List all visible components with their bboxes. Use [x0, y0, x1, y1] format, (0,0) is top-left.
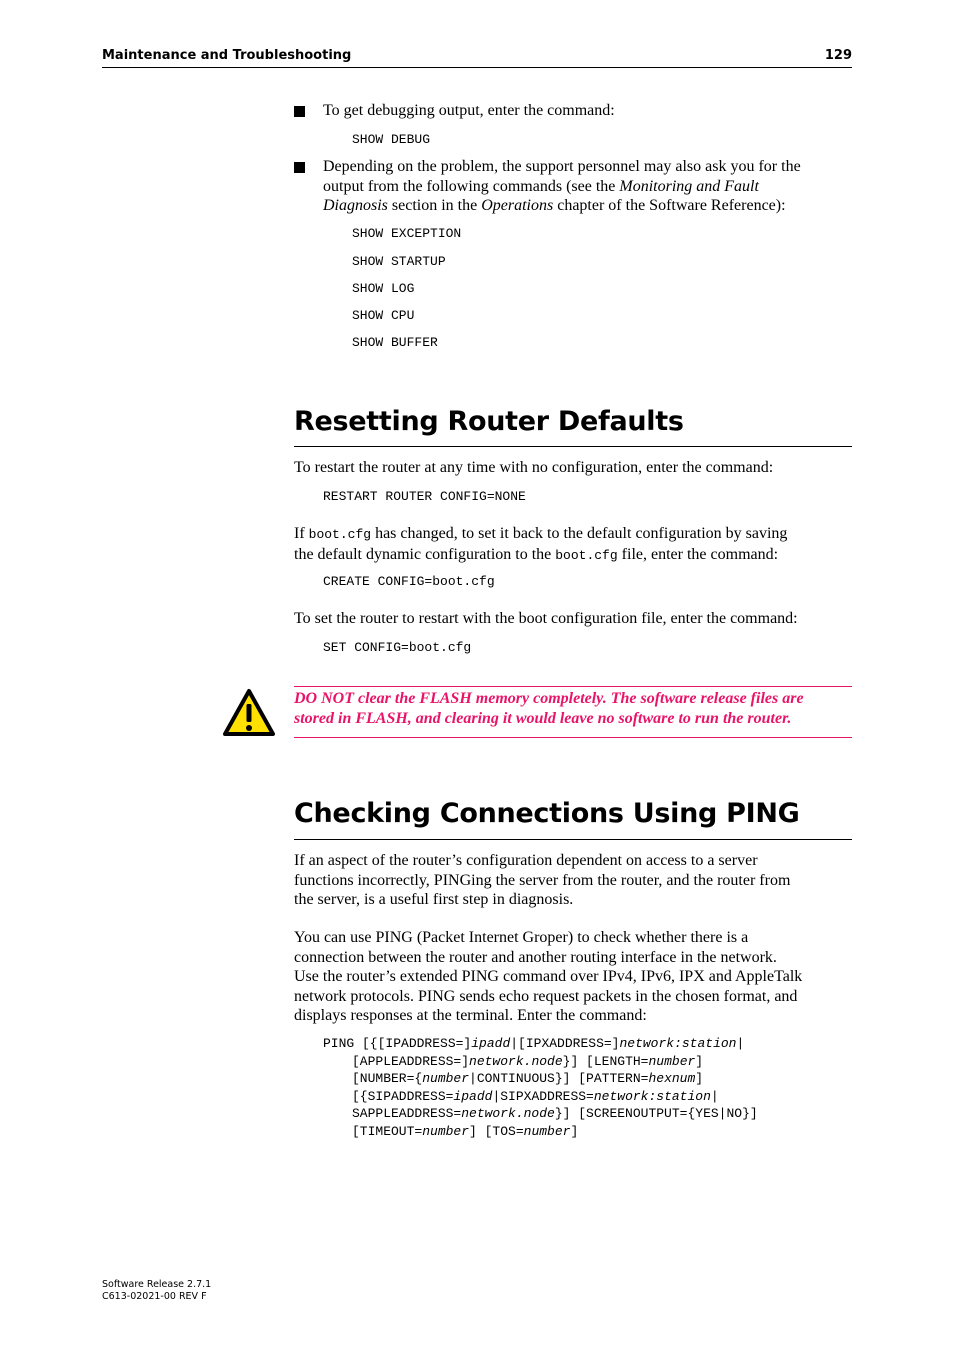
command-set-config: SET CONFIG=boot.cfg	[323, 640, 472, 655]
page-footer	[102, 1279, 211, 1303]
syntax-literal: PING [{[IPADDRESS=]	[323, 1036, 472, 1051]
syntax-line	[323, 1088, 758, 1106]
footer-document-code: C613-02021-00 REV F	[102, 1291, 207, 1302]
syntax-param: network:station	[619, 1036, 737, 1051]
paragraph-line: displays responses at the terminal. Enter the command:	[294, 1007, 647, 1024]
text-span: chapter of the Software Reference):	[553, 197, 786, 214]
syntax-literal: [{SIPADDRESS=	[352, 1088, 454, 1104]
paragraph-line	[294, 524, 854, 545]
ping-command-syntax	[323, 1035, 758, 1140]
bullet-marker	[294, 106, 305, 117]
italic-reference: Monitoring and Fault	[619, 177, 759, 195]
filename: boot.cfg	[308, 527, 372, 542]
syntax-literal: |CONTINUOUS}] [PATTERN=	[469, 1071, 649, 1086]
paragraph-line: Use the router’s extended PING command over IPv4, IPv6, IPX and AppleTalk	[294, 968, 803, 985]
syntax-param: number	[422, 1071, 470, 1086]
syntax-literal: }] [LENGTH=	[562, 1053, 649, 1069]
syntax-literal: SAPPLEADDRESS=	[352, 1106, 462, 1121]
command-create-config: CREATE CONFIG=boot.cfg	[323, 574, 495, 589]
italic-reference: Diagnosis	[323, 197, 388, 214]
syntax-param: number	[523, 1123, 571, 1139]
paragraph-line: network protocols. PING sends echo request packets in the chosen format, and	[294, 987, 798, 1005]
syntax-param: network:station	[593, 1088, 711, 1104]
syntax-literal: |	[736, 1036, 745, 1051]
text-span: If	[294, 525, 309, 542]
warning-line: DO NOT clear the FLASH memory completely. The software release files are	[294, 690, 804, 707]
bullet-marker	[294, 162, 305, 173]
syntax-literal: [TIMEOUT=	[352, 1123, 423, 1139]
heading-checking-connections-ping: Checking Connections Using PING	[294, 798, 800, 829]
paragraph-ping-description	[294, 928, 854, 1026]
warning-rule-bottom	[294, 737, 852, 738]
paragraph-restart: To restart the router at any time with no configuration, enter the command:	[294, 459, 774, 476]
syntax-literal: ]	[570, 1123, 579, 1139]
paragraph-set-config: To set the router to restart with the boot configuration file, enter the command:	[294, 610, 798, 627]
warning-rule-top	[294, 686, 852, 687]
bullet-line	[323, 196, 863, 216]
text-span: the default dynamic configuration to the	[294, 545, 556, 563]
text-span: has changed, to set it back to the default configuration by saving	[371, 525, 788, 542]
bullet-text-support	[323, 157, 863, 216]
syntax-literal: ]	[695, 1053, 704, 1069]
warning-message	[294, 689, 854, 728]
syntax-line	[323, 1035, 758, 1053]
warning-triangle-icon	[222, 688, 276, 738]
running-header-title: Maintenance and Troubleshooting	[102, 48, 352, 63]
paragraph-line: functions incorrectly, PINGing the server from the router, and the router from	[294, 871, 791, 889]
paragraph-line: the server, is a useful first step in diagnosis.	[294, 891, 574, 908]
paragraph-line	[294, 545, 854, 566]
syntax-line	[323, 1053, 758, 1071]
paragraph-boot-cfg	[294, 524, 854, 565]
command-show-cpu: SHOW CPU	[352, 308, 415, 323]
command-show-debug: SHOW DEBUG	[352, 132, 431, 147]
paragraph-line: connection between the router and another routing interface in the network.	[294, 948, 777, 966]
syntax-line	[323, 1105, 758, 1123]
command-restart-router: RESTART ROUTER CONFIG=NONE	[323, 489, 526, 504]
heading-resetting-router-defaults: Resetting Router Defaults	[294, 406, 684, 437]
header-rule	[102, 67, 852, 68]
command-show-startup: SHOW STARTUP	[352, 254, 446, 269]
syntax-param: number	[648, 1053, 696, 1069]
syntax-param: network.node	[461, 1106, 555, 1121]
syntax-literal: [APPLEADDRESS=]	[352, 1053, 470, 1069]
syntax-literal: |[IPXADDRESS=]	[510, 1036, 620, 1051]
footer-release: Software Release 2.7.1	[102, 1279, 212, 1290]
command-show-buffer: SHOW BUFFER	[352, 335, 438, 350]
bullet-line	[323, 177, 863, 197]
syntax-param: number	[422, 1123, 470, 1139]
syntax-literal: |SIPXADDRESS=	[492, 1088, 594, 1104]
heading-rule	[294, 446, 852, 447]
text-span: section in the	[387, 197, 482, 214]
paragraph-line: You can use PING (Packet Internet Groper) to check whether there is a	[294, 929, 749, 946]
syntax-line	[323, 1070, 758, 1088]
command-show-log: SHOW LOG	[352, 281, 415, 296]
text-span: file, enter the command:	[617, 545, 779, 563]
syntax-literal: }] [SCREENOUTPUT={YES|NO}]	[554, 1106, 758, 1121]
syntax-param: hexnum	[648, 1071, 696, 1086]
heading-rule	[294, 839, 852, 840]
syntax-literal: ] [TOS=	[469, 1123, 524, 1139]
command-show-exception: SHOW EXCEPTION	[352, 226, 462, 241]
page-number: 129	[824, 48, 852, 63]
paragraph-ping-intro	[294, 851, 854, 910]
italic-reference: Operations	[481, 197, 554, 214]
syntax-literal: ]	[695, 1071, 704, 1086]
syntax-param: network.node	[469, 1053, 563, 1069]
paragraph-line: If an aspect of the router’s configuration dependent on access to a server	[294, 852, 758, 869]
syntax-param: ipadd	[453, 1088, 493, 1104]
text-span: output from the following commands (see the	[323, 177, 620, 195]
warning-line: stored in FLASH, and clearing it would leave no software to run the router.	[294, 709, 792, 727]
syntax-literal: [NUMBER={	[352, 1071, 423, 1086]
filename: boot.cfg	[555, 547, 618, 563]
syntax-literal: |	[710, 1088, 719, 1104]
syntax-line	[323, 1123, 758, 1141]
bullet-line: Depending on the problem, the support personnel may also ask you for the	[323, 158, 801, 175]
syntax-param: ipadd	[471, 1036, 511, 1051]
bullet-text-debug: To get debugging output, enter the command:	[323, 102, 615, 119]
